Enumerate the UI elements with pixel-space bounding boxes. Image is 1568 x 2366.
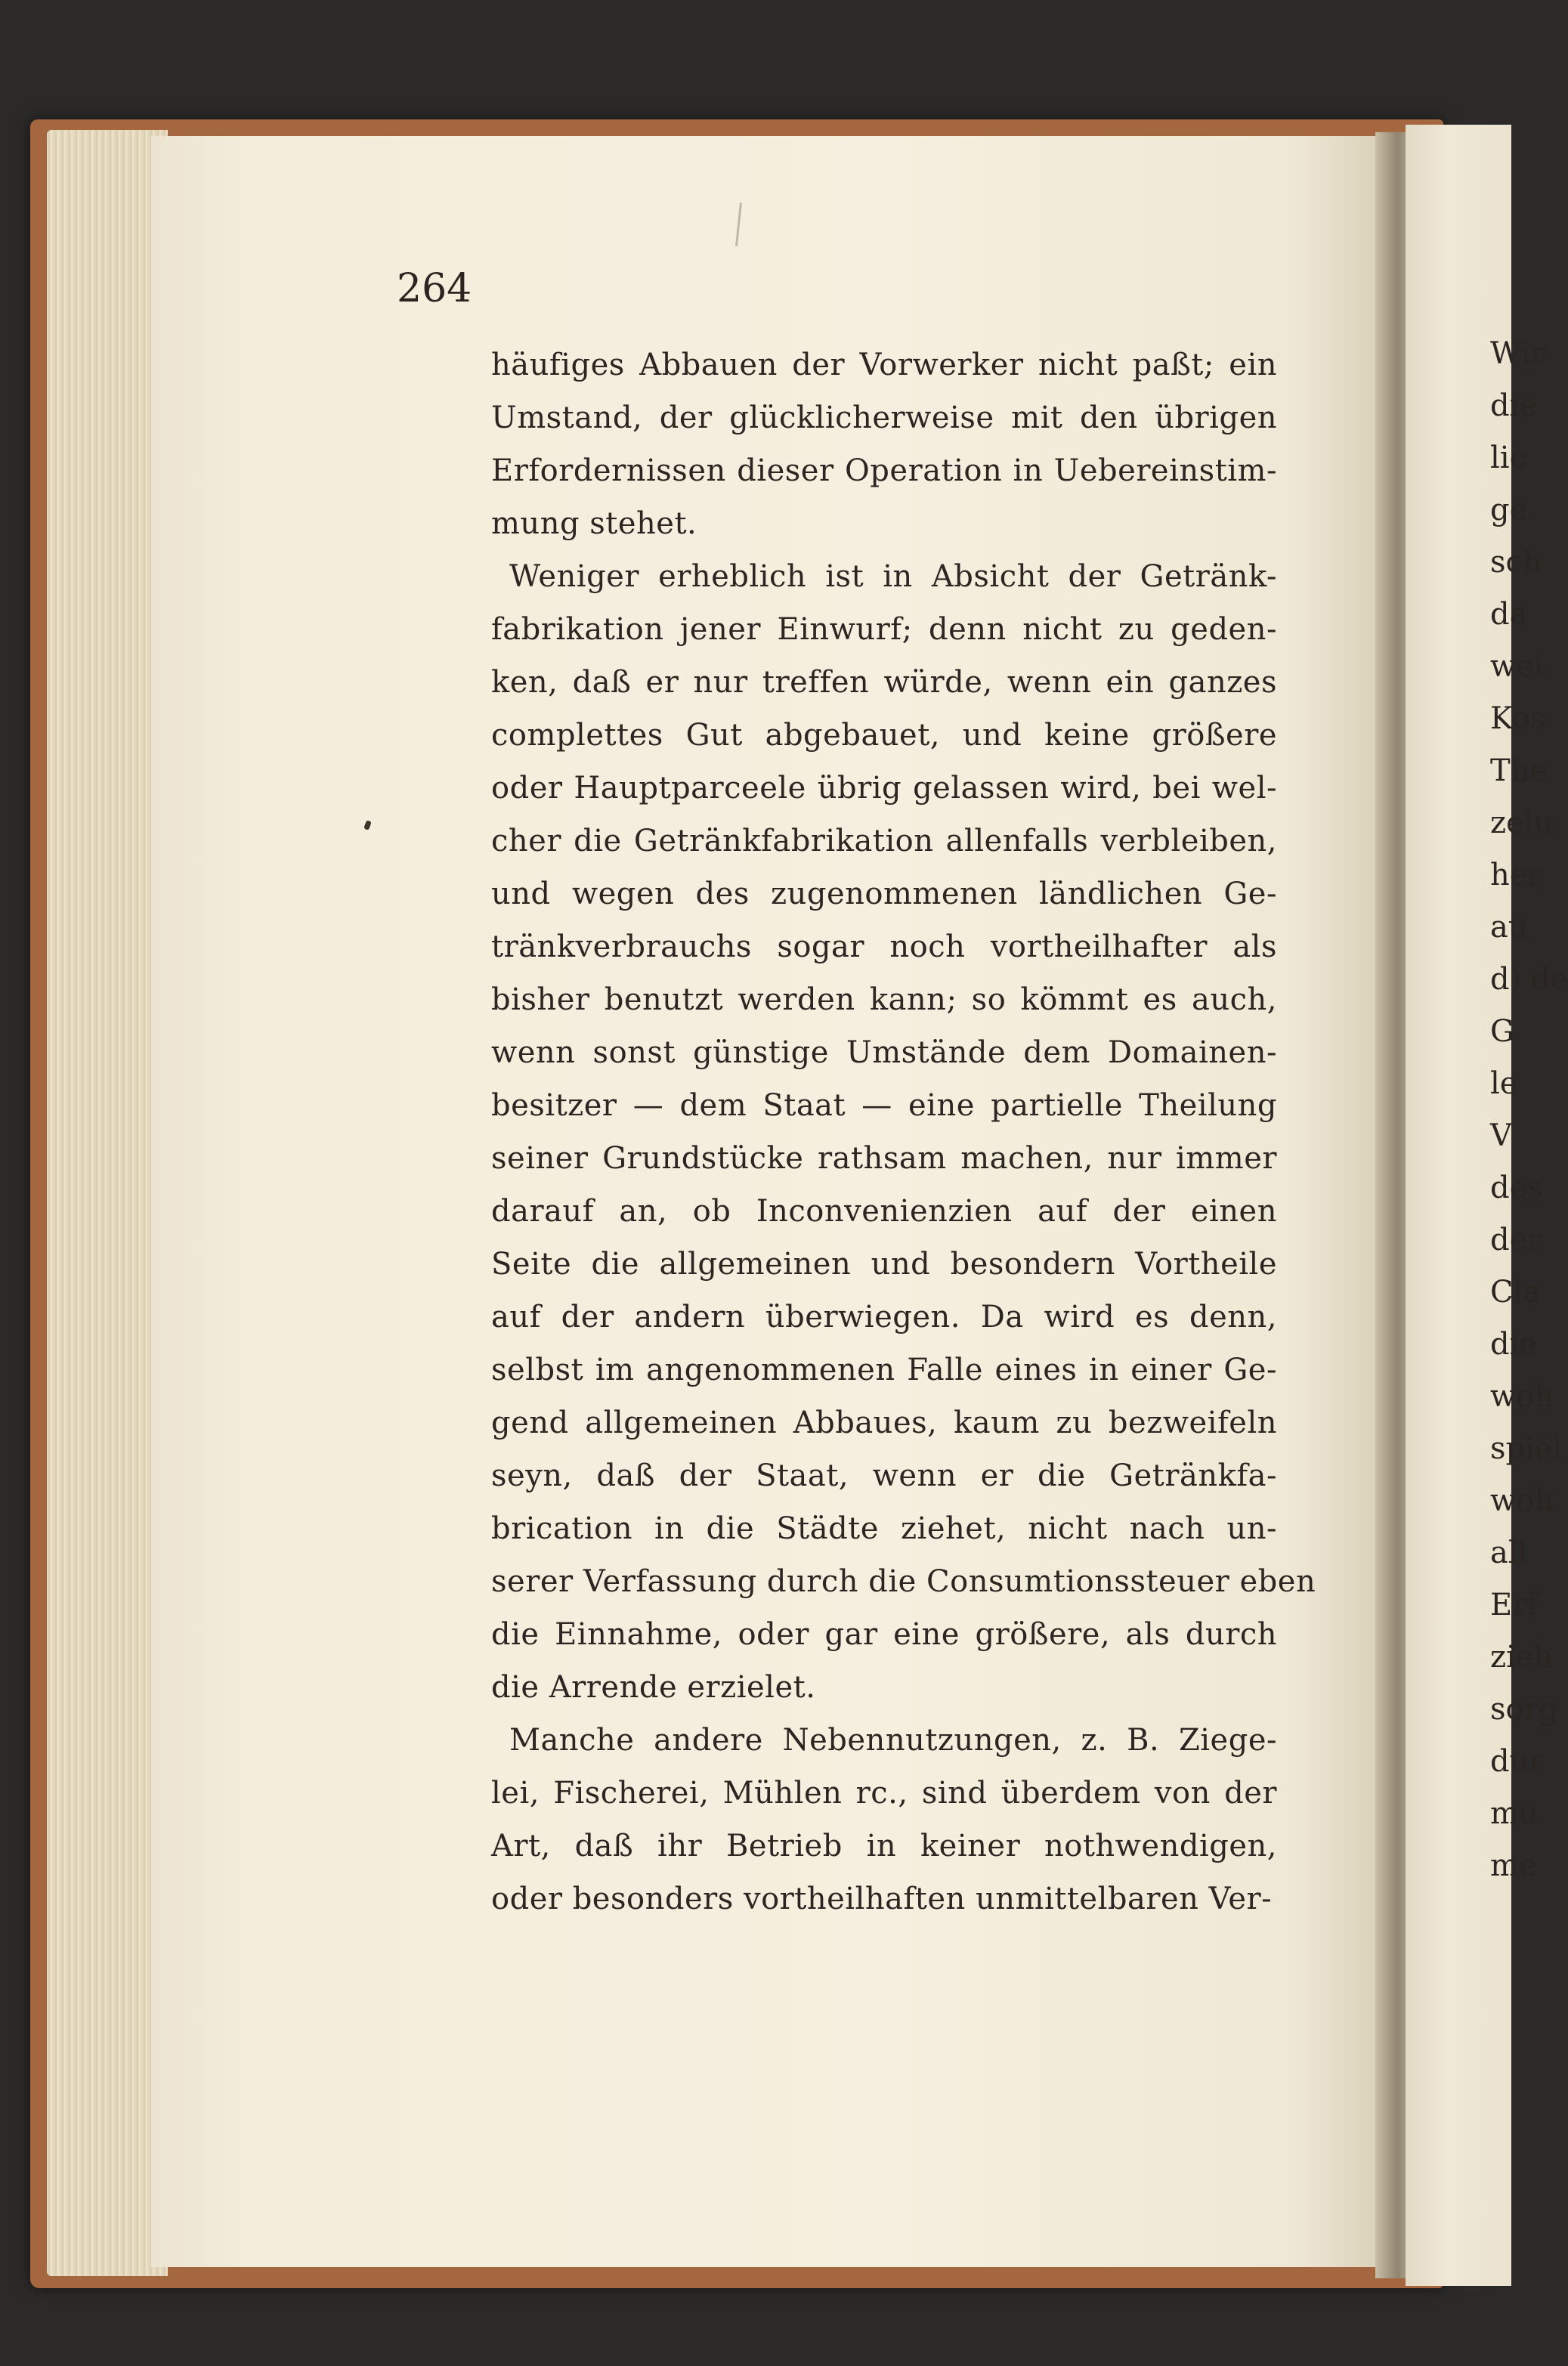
facing-page-fragment: le [1490, 1066, 1518, 1101]
facing-page-fragment: V [1490, 1118, 1512, 1153]
facing-page-fragment: woh [1490, 1379, 1554, 1414]
facing-page-fragment: au [1490, 910, 1528, 945]
facing-page-fragment: Wir [1490, 336, 1545, 371]
text-line: auf der andern überwiegen. Da wird es denn, [491, 1300, 1277, 1335]
facing-page-fragment: der [1490, 1223, 1542, 1257]
facing-page-fragment: die [1490, 1327, 1538, 1362]
body-text [491, 339, 1316, 1925]
facing-page-fragment: die [1490, 388, 1538, 423]
text-line: Erfordernissen dieser Operation in Uebereinstim- [491, 453, 1277, 488]
text-line: oder besonders vortheilhaften unmittelbaren Ver- [491, 1882, 1273, 1916]
facing-page-fragment: dur [1490, 1744, 1544, 1779]
text-line: mung stehet. [491, 506, 697, 541]
text-line: fabrikation jener Einwurf; denn nicht zu geden- [491, 612, 1277, 647]
text-line: wenn sonst günstige Umstände dem Domainen- [491, 1035, 1277, 1070]
facing-page-fragment: woh [1490, 1483, 1554, 1518]
facing-page [1406, 125, 1568, 2286]
facing-page-fragment: d) de [1490, 962, 1568, 997]
facing-page-fragment: lic [1490, 441, 1526, 475]
text-line: Seite die allgemeinen und besondern Vortheile [491, 1247, 1277, 1282]
text-line: darauf an, ob Inconvenienzien auf der einen [491, 1194, 1277, 1229]
facing-page-fragment: zieh [1490, 1640, 1554, 1675]
text-line: bisher benutzt werden kann; so kömmt es auch, [491, 982, 1277, 1017]
text-line: ken, daß er nur treffen würde, wenn ein ganzes [491, 665, 1277, 700]
facing-page-fragment: Cla [1490, 1275, 1542, 1310]
text-line: selbst im angenommenen Falle eines in einer Ge- [491, 1353, 1277, 1387]
facing-page-fragment: wei [1490, 649, 1544, 684]
text-line: lei, Fischerei, Mühlen rc., sind überdem von der [491, 1776, 1277, 1811]
text-line: und wegen des zugenommenen ländlichen Ge- [491, 877, 1277, 911]
facing-page-fragment: her [1490, 858, 1542, 892]
text-line: Manche andere Nebennutzungen, z. B. Ziege- [509, 1723, 1277, 1758]
text-line: häufiges Abbauen der Vorwerker nicht paßt; ein [491, 348, 1277, 382]
text-line: gend allgemeinen Abbaues, kaum zu bezweifeln [491, 1406, 1277, 1440]
facing-page-fragment: Erf [1490, 1588, 1539, 1622]
facing-page-fragment: The [1490, 753, 1548, 788]
text-line: oder Hauptparceele übrig gelassen wird, bei wel- [491, 771, 1277, 806]
text-line: complettes Gut abgebauet, und keine größere [491, 718, 1277, 753]
text-line: die Einnahme, oder gar eine größere, als durch [491, 1617, 1277, 1652]
text-line: cher die Getränkfabrikation allenfalls verbleiben, [491, 824, 1277, 858]
text-line: seiner Grundstücke rathsam machen, nur immer [491, 1141, 1277, 1176]
text-line: Weniger erheblich ist in Absicht der Getränk- [509, 559, 1277, 594]
facing-page-fragment: des [1490, 1171, 1543, 1205]
facing-page-fragment: me [1490, 1848, 1537, 1883]
facing-page-fragment: sorg [1490, 1692, 1558, 1727]
facing-page-fragment: spiel [1490, 1431, 1563, 1466]
text-line: seyn, daß der Staat, wenn er die Getränkfa- [491, 1458, 1277, 1493]
text-line: tränkverbrauchs sogar noch vortheilhafter als [491, 929, 1277, 964]
facing-page-fragment: ge [1490, 493, 1528, 527]
text-line: Art, daß ihr Betrieb in keiner nothwendigen, [491, 1829, 1277, 1863]
text-line: besitzer — dem Staat — eine partielle Theilung [491, 1088, 1277, 1123]
text-line: Umstand, der glücklicherweise mit den übrigen [491, 401, 1277, 435]
facing-page-fragment: da [1490, 597, 1528, 632]
text-line: serer Verfassung durch die Consumtionssteuer eben [491, 1564, 1316, 1599]
facing-page-fragment: all [1490, 1536, 1528, 1570]
text-line: brication in die Städte ziehet, nicht nach un- [491, 1511, 1277, 1546]
text-line: die Arrende erzielet. [491, 1670, 816, 1705]
facing-page-fragment: G [1490, 1014, 1514, 1049]
facing-page-fragment: sch [1490, 545, 1542, 580]
page-number: 264 [397, 266, 472, 311]
facing-page-fragment: Kos [1490, 701, 1546, 736]
facing-page-fragment: mu [1490, 1796, 1539, 1831]
facing-page-fragment: zelu [1490, 806, 1554, 840]
page-edges [47, 130, 168, 2276]
